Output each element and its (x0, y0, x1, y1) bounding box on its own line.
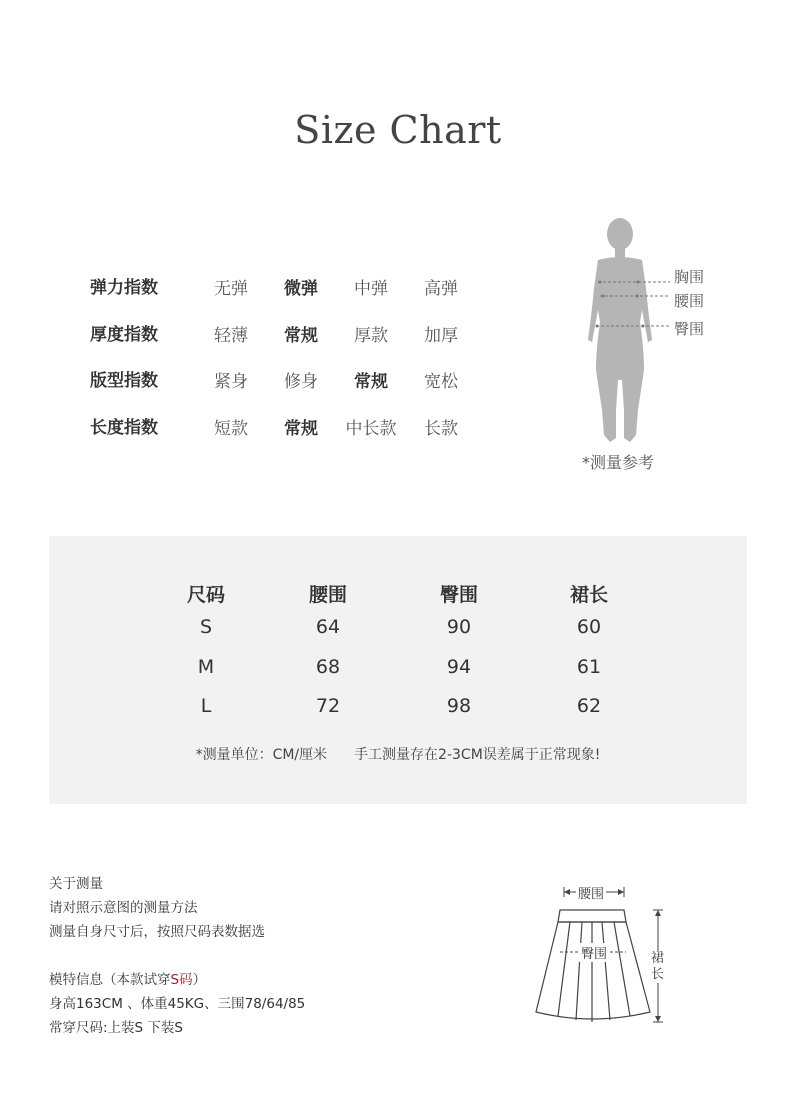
index-option: 厚款 (354, 326, 388, 346)
index-option-selected: 常规 (284, 419, 318, 439)
table-cell: 60 (576, 616, 602, 638)
waist-label: 腰围 (674, 292, 705, 310)
chest-label: 胸围 (674, 268, 705, 286)
index-label: 长度指数 (90, 418, 158, 438)
table-cell: L (200, 695, 212, 717)
table-header: 裙长 (569, 584, 608, 606)
index-option: 紧身 (214, 372, 248, 392)
table-cell: 98 (446, 695, 472, 717)
model-heading: 模特信息（本款试穿S码） (49, 972, 207, 988)
table-cell: 61 (576, 656, 602, 678)
body-silhouette-icon (570, 210, 730, 480)
index-option-selected: 常规 (354, 372, 388, 392)
table-header: 臀围 (439, 584, 478, 606)
index-option-selected: 微弹 (284, 279, 318, 299)
table-header: 尺码 (186, 584, 225, 606)
table-cell: M (197, 656, 215, 678)
index-option-selected: 常规 (284, 326, 318, 346)
table-cell: 72 (315, 695, 341, 717)
table-cell: 94 (446, 656, 472, 678)
measure-reference-note: *测量参考 (582, 453, 655, 472)
index-option: 高弹 (424, 279, 458, 299)
table-note (49, 744, 747, 764)
index-option: 加厚 (424, 326, 458, 346)
unit-note: *测量单位：CM/厘米 (195, 747, 328, 763)
measure-line: 测量自身尺寸后，按照尺码表数据选 (49, 924, 265, 940)
skirt-hip-label: 臀围 (579, 943, 609, 962)
measure-info (49, 872, 265, 944)
index-option: 短款 (214, 419, 248, 439)
table-cell: 68 (315, 656, 341, 678)
error-note: 手工测量存在2-3CM误差属于正常现象! (354, 747, 601, 763)
model-usual-size: 常穿尺码:上装S 下装S (49, 1020, 183, 1036)
table-header: 腰围 (308, 584, 347, 606)
index-label: 厚度指数 (90, 325, 158, 345)
skirt-waist-label: 腰围 (576, 883, 606, 902)
table-cell: S (199, 616, 213, 638)
index-option: 中弹 (354, 279, 388, 299)
index-option: 宽松 (424, 372, 458, 392)
measure-line: 请对照示意图的测量方法 (49, 900, 198, 916)
index-option: 修身 (284, 372, 318, 392)
table-cell: 90 (446, 616, 472, 638)
table-cell: 62 (576, 695, 602, 717)
hip-label: 臀围 (674, 320, 705, 338)
index-option: 轻薄 (214, 326, 248, 346)
model-stats: 身高163CM 、体重45KG、三围78/64/85 (49, 996, 306, 1012)
model-size: S码 (170, 972, 193, 988)
index-label: 版型指数 (90, 371, 158, 391)
model-info (49, 968, 305, 1040)
skirt-length-label: 裙长 (651, 951, 665, 982)
page-title: Size Chart (294, 108, 502, 152)
index-option: 无弹 (214, 279, 248, 299)
index-label: 弹力指数 (90, 278, 158, 298)
index-option: 长款 (424, 419, 458, 439)
table-cell: 64 (315, 616, 341, 638)
measure-heading: 关于测量 (49, 876, 103, 892)
index-option: 中长款 (345, 419, 397, 439)
size-table-panel (49, 536, 747, 804)
